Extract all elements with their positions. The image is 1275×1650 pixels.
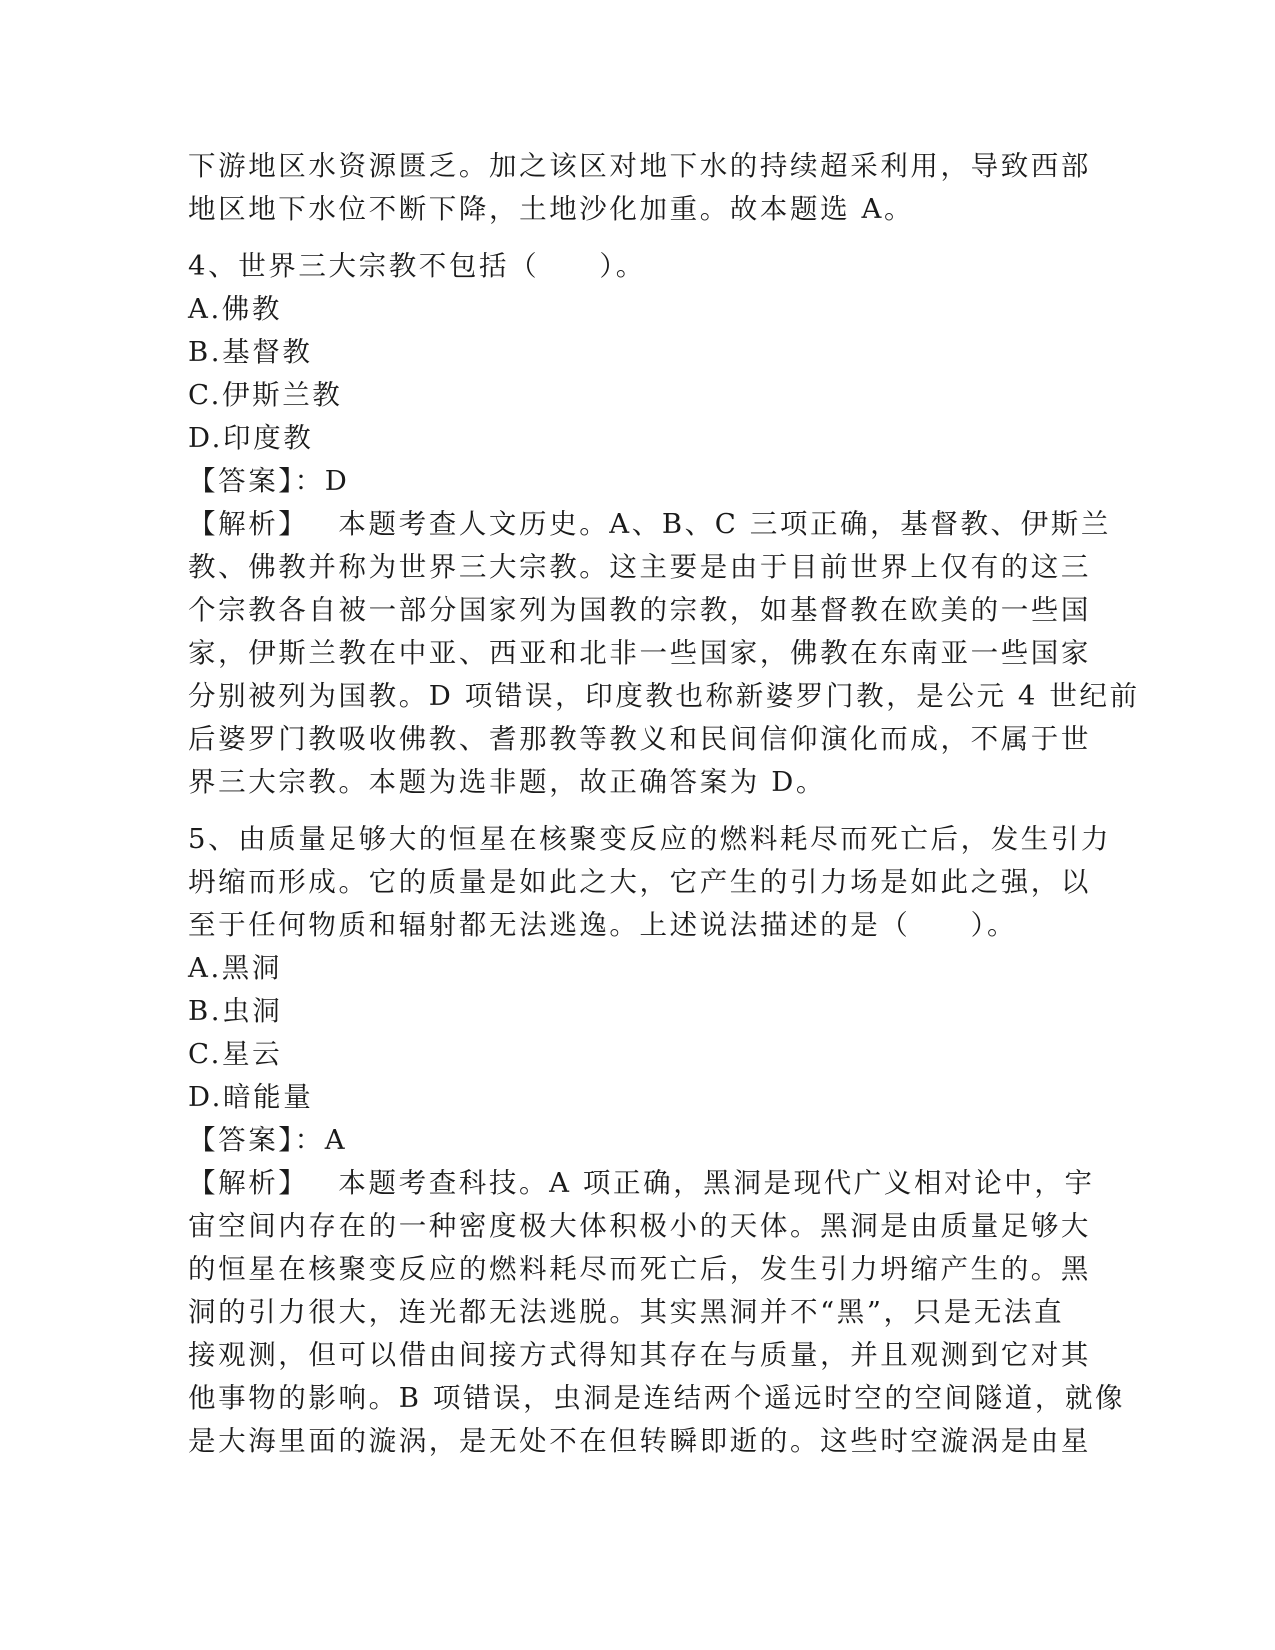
analysis-label: 【解析】 [188, 508, 309, 540]
option-d: D.印度教 [188, 422, 314, 454]
option-c: C.伊斯兰教 [188, 379, 343, 411]
analysis-label: 【解析】 [188, 1167, 309, 1199]
option-b: B.虫洞 [188, 995, 283, 1027]
analysis-line: 接观测，但可以借由间接方式得知其存在与质量，并且观测到它对其 [188, 1339, 1091, 1371]
question-4 [188, 245, 1140, 804]
option-d: D.暗能量 [188, 1081, 314, 1113]
analysis-line: 界三大宗教。本题为选非题，故正确答案为 D。 [188, 766, 826, 798]
analysis-line: 他事物的影响。B 项错误，虫洞是连结两个遥远时空的空间隧道，就像 [188, 1382, 1126, 1414]
question-stem-line: 坍缩而形成。它的质量是如此之大，它产生的引力场是如此之强，以 [188, 866, 1091, 898]
option-c: C.星云 [188, 1038, 283, 1070]
question-stem: 4、世界三大宗教不包括（ ）。 [188, 250, 646, 282]
option-b: B.基督教 [188, 336, 313, 368]
option-a: A.佛教 [188, 293, 283, 325]
text-line: 下游地区水资源匮乏。加之该区对地下水的持续超采利用，导致西部 [188, 150, 1091, 182]
question-stem-line: 至于任何物质和辐射都无法逃逸。上述说法描述的是（ ）。 [188, 909, 1018, 941]
text-line: 地区地下水位不断下降，土地沙化加重。故本题选 A。 [188, 193, 915, 225]
option-a: A.黑洞 [188, 952, 283, 984]
analysis-text: 本题考查人文历史。A、B、C 三项正确，基督教、伊斯兰 [338, 508, 1111, 540]
question-5 [188, 818, 1126, 1463]
answer-line: 【答案】：D [188, 465, 350, 497]
analysis-first-line [188, 503, 1111, 546]
analysis-text: 本题考查科技。A 项正确，黑洞是现代广义相对论中，宇 [338, 1167, 1095, 1199]
document-page [188, 145, 1140, 1463]
intro-paragraph [188, 145, 1091, 231]
question-stem-line: 5、由质量足够大的恒星在核聚变反应的燃料耗尽而死亡后，发生引力 [188, 823, 1112, 855]
analysis-line: 后婆罗门教吸收佛教、耆那教等教义和民间信仰演化而成，不属于世 [188, 723, 1091, 755]
analysis-line: 教、佛教并称为世界三大宗教。这主要是由于目前世界上仅有的这三 [188, 551, 1091, 583]
analysis-line: 家，伊斯兰教在中亚、西亚和北非一些国家，佛教在东南亚一些国家 [188, 637, 1091, 669]
analysis-line: 分别被列为国教。D 项错误，印度教也称新婆罗门教，是公元 4 世纪前 [188, 680, 1140, 712]
analysis-line: 洞的引力很大，连光都无法逃脱。其实黑洞并不“黑”，只是无法直 [188, 1296, 1065, 1328]
analysis-line: 宙空间内存在的一种密度极大体积极小的天体。黑洞是由质量足够大 [188, 1210, 1091, 1242]
analysis-line: 是大海里面的漩涡，是无处不在但转瞬即逝的。这些时空漩涡是由星 [188, 1425, 1091, 1457]
analysis-line: 的恒星在核聚变反应的燃料耗尽而死亡后，发生引力坍缩产生的。黑 [188, 1253, 1091, 1285]
analysis-line: 个宗教各自被一部分国家列为国教的宗教，如基督教在欧美的一些国 [188, 594, 1091, 626]
answer-line: 【答案】：A [188, 1124, 348, 1156]
analysis-first-line [188, 1162, 1095, 1205]
